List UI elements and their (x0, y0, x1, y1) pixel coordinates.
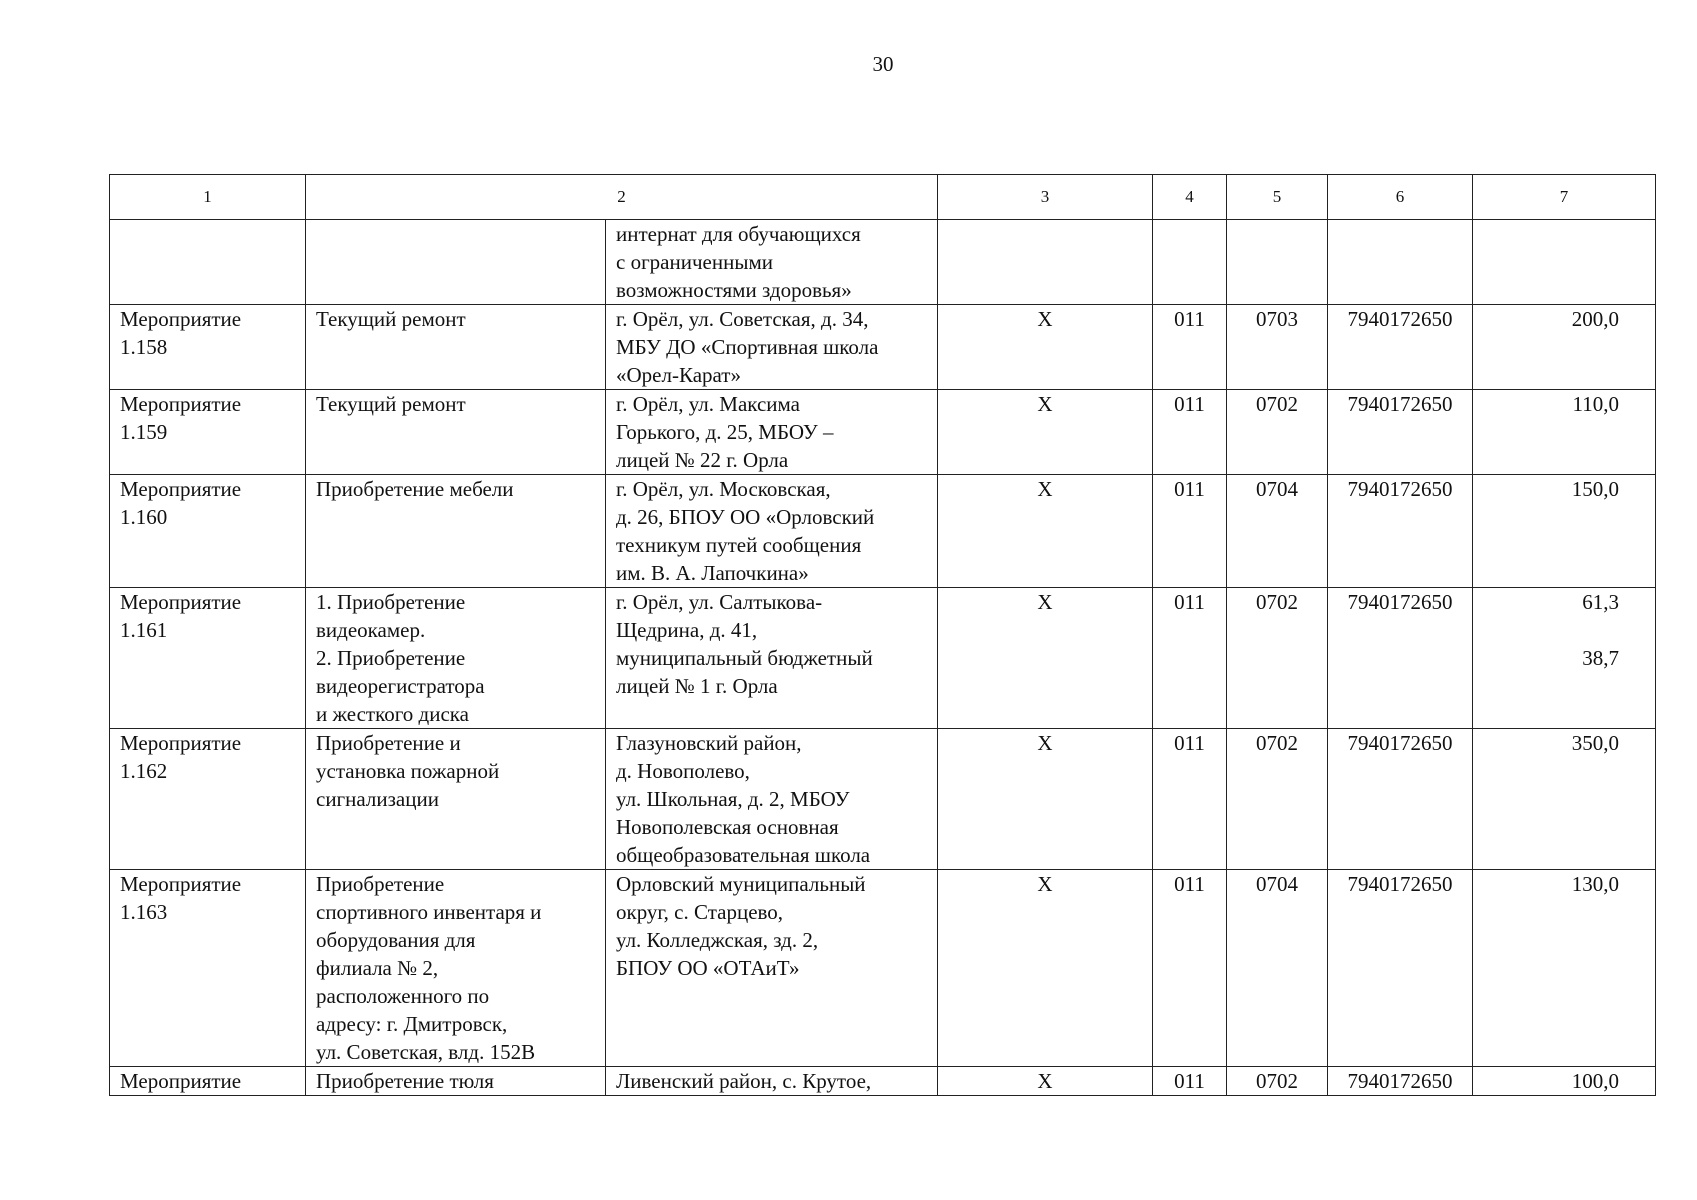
description-line: видеорегистратора (316, 674, 485, 698)
col5-cell (1227, 220, 1328, 305)
activity-line: 1.160 (120, 505, 168, 529)
col4-cell: 011 (1153, 475, 1227, 588)
col3-cell: Х (938, 475, 1153, 588)
description-cell (306, 390, 606, 475)
description-line: 1. Приобретение (316, 590, 466, 614)
address-line: г. Орёл, ул. Советская, д. 34, (616, 307, 869, 331)
col7-cell (1473, 305, 1656, 390)
col5-cell: 0702 (1227, 1067, 1328, 1096)
address-cell (606, 870, 938, 1067)
col7-cell (1473, 870, 1656, 1067)
amount-value: 38,7 (1582, 646, 1619, 670)
col3-cell: Х (938, 305, 1153, 390)
col3-cell (938, 220, 1153, 305)
page-number: 30 (872, 52, 894, 76)
budget-table (109, 174, 1656, 1096)
col4-cell: 011 (1153, 390, 1227, 475)
address-line: д. Новополево, (616, 759, 750, 783)
activity-line: Мероприятие (120, 872, 242, 896)
description-line: расположенного по (316, 984, 490, 1008)
col3-cell: Х (938, 1067, 1153, 1096)
activity-line: 1.158 (120, 335, 168, 359)
description-cell (306, 870, 606, 1067)
activity-cell (110, 220, 306, 305)
table-row (110, 475, 1656, 588)
description-line: Текущий ремонт (316, 307, 466, 331)
description-line: Приобретение тюля (316, 1069, 494, 1093)
column-header-6: 6 (1328, 175, 1473, 220)
col5-cell: 0702 (1227, 588, 1328, 729)
col5-cell: 0702 (1227, 390, 1328, 475)
description-line: Приобретение и (316, 731, 461, 755)
description-line: Приобретение (316, 872, 445, 896)
address-cell (606, 1067, 938, 1096)
table-body (110, 220, 1656, 1096)
address-line: возможностями здоровья» (616, 278, 852, 302)
address-line: округ, с. Старцево, (616, 900, 784, 924)
activity-cell (110, 305, 306, 390)
table-row (110, 870, 1656, 1067)
address-cell (606, 220, 938, 305)
address-cell (606, 475, 938, 588)
col5-cell: 0702 (1227, 729, 1328, 870)
col6-cell: 7940172650 (1328, 390, 1473, 475)
address-line: БПОУ ОО «ОТАиТ» (616, 956, 800, 980)
col7-cell (1473, 1067, 1656, 1096)
activity-cell (110, 588, 306, 729)
address-line: Глазуновский район, (616, 731, 802, 755)
address-line: им. В. А. Лапочкина» (616, 561, 809, 585)
address-line: г. Орёл, ул. Салтыкова- (616, 590, 823, 614)
address-line: г. Орёл, ул. Московская, (616, 477, 831, 501)
table-row (110, 1067, 1656, 1096)
address-line: общеобразовательная школа (616, 843, 871, 867)
address-line: лицей № 1 г. Орла (616, 674, 778, 698)
col6-cell: 7940172650 (1328, 870, 1473, 1067)
address-line: лицей № 22 г. Орла (616, 448, 789, 472)
activity-cell (110, 475, 306, 588)
column-header-2: 2 (306, 175, 938, 220)
address-line: Щедрина, д. 41, (616, 618, 758, 642)
col6-cell: 7940172650 (1328, 305, 1473, 390)
address-line: интернат для обучающихся (616, 222, 861, 246)
col4-cell: 011 (1153, 305, 1227, 390)
activity-line: Мероприятие (120, 1069, 242, 1093)
amount-value: 350,0 (1571, 731, 1619, 755)
activity-line: Мероприятие (120, 590, 242, 614)
address-line: МБУ ДО «Спортивная школа (616, 335, 879, 359)
activity-line: Мероприятие (120, 731, 242, 755)
col3-cell: Х (938, 588, 1153, 729)
address-cell (606, 588, 938, 729)
activity-line: Мероприятие (120, 392, 242, 416)
address-line: Горького, д. 25, МБОУ – (616, 420, 834, 444)
description-line: сигнализации (316, 787, 439, 811)
table-row (110, 588, 1656, 729)
address-line: Ливенский район, с. Крутое, (616, 1069, 872, 1093)
amount-value: 100,0 (1571, 1069, 1619, 1093)
col3-cell: Х (938, 870, 1153, 1067)
description-line: спортивного инвентаря и (316, 900, 542, 924)
address-line: г. Орёл, ул. Максима (616, 392, 800, 416)
address-line: техникум путей сообщения (616, 533, 862, 557)
col4-cell: 011 (1153, 588, 1227, 729)
col3-cell: Х (938, 729, 1153, 870)
activity-line: Мероприятие (120, 477, 242, 501)
column-number-header (110, 175, 1656, 220)
col7-cell (1473, 729, 1656, 870)
col6-cell (1328, 220, 1473, 305)
amount-value: 150,0 (1571, 477, 1619, 501)
activity-cell (110, 1067, 306, 1096)
amount-value: 130,0 (1571, 872, 1619, 896)
description-cell (306, 588, 606, 729)
column-header-4: 4 (1153, 175, 1227, 220)
col6-cell: 7940172650 (1328, 729, 1473, 870)
address-cell (606, 305, 938, 390)
activity-line: Мероприятие (120, 307, 242, 331)
col4-cell: 011 (1153, 1067, 1227, 1096)
description-cell (306, 1067, 606, 1096)
description-line: установка пожарной (316, 759, 500, 783)
col7-cell (1473, 220, 1656, 305)
description-line: и жесткого диска (316, 702, 469, 726)
activity-cell (110, 729, 306, 870)
amount-value: 110,0 (1572, 392, 1619, 416)
col5-cell: 0704 (1227, 870, 1328, 1067)
table-row (110, 220, 1656, 305)
table-row (110, 390, 1656, 475)
col7-cell (1473, 390, 1656, 475)
description-cell (306, 475, 606, 588)
table-row (110, 729, 1656, 870)
column-header-7: 7 (1473, 175, 1656, 220)
description-line: Приобретение мебели (316, 477, 514, 501)
activity-line: 1.159 (120, 420, 168, 444)
col7-cell (1473, 588, 1656, 729)
activity-cell (110, 390, 306, 475)
table-row (110, 305, 1656, 390)
activity-line: 1.162 (120, 759, 168, 783)
address-line: ул. Школьная, д. 2, МБОУ (616, 787, 850, 811)
description-line: адресу: г. Дмитровск, (316, 1012, 508, 1036)
address-cell (606, 390, 938, 475)
col5-cell: 0704 (1227, 475, 1328, 588)
col4-cell: 011 (1153, 870, 1227, 1067)
address-line: муниципальный бюджетный (616, 646, 873, 670)
column-header-3: 3 (938, 175, 1153, 220)
amount-value: 200,0 (1571, 307, 1619, 331)
col6-cell: 7940172650 (1328, 588, 1473, 729)
description-line: оборудования для (316, 928, 476, 952)
activity-line: 1.161 (120, 618, 168, 642)
col4-cell (1153, 220, 1227, 305)
address-line: ул. Колледжская, зд. 2, (616, 928, 819, 952)
address-line: с ограниченными (616, 250, 773, 274)
activity-line: 1.163 (120, 900, 168, 924)
description-cell (306, 305, 606, 390)
address-cell (606, 729, 938, 870)
activity-cell (110, 870, 306, 1067)
address-line: «Орел-Карат» (616, 363, 741, 387)
address-line: д. 26, БПОУ ОО «Орловский (616, 505, 875, 529)
column-header-5: 5 (1227, 175, 1328, 220)
description-line: 2. Приобретение (316, 646, 466, 670)
amount-value: 61,3 (1582, 590, 1619, 614)
description-line: видеокамер. (316, 618, 426, 642)
address-line: Новополевская основная (616, 815, 839, 839)
column-header-1: 1 (110, 175, 306, 220)
description-cell (306, 220, 606, 305)
description-line: ул. Советская, влд. 152В (316, 1040, 536, 1064)
address-line: Орловский муниципальный (616, 872, 866, 896)
col5-cell: 0703 (1227, 305, 1328, 390)
col6-cell: 7940172650 (1328, 475, 1473, 588)
description-line: филиала № 2, (316, 956, 439, 980)
col7-cell (1473, 475, 1656, 588)
description-cell (306, 729, 606, 870)
description-line: Текущий ремонт (316, 392, 466, 416)
col3-cell: Х (938, 390, 1153, 475)
col4-cell: 011 (1153, 729, 1227, 870)
col6-cell: 7940172650 (1328, 1067, 1473, 1096)
